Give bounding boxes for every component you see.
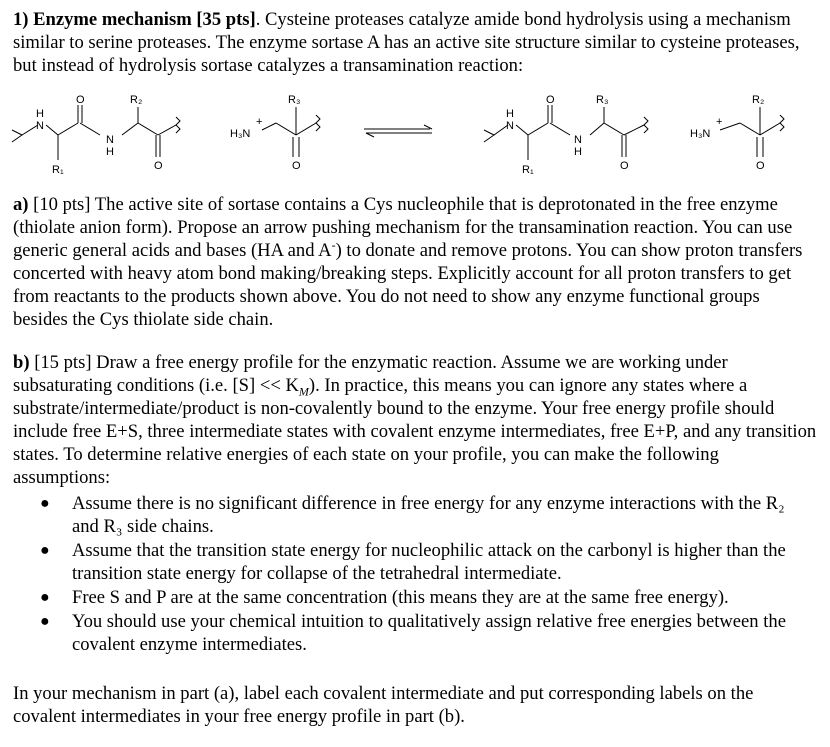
problem-heading: 1) Enzyme mechanism [35 pts]: [13, 9, 256, 30]
scheme-h-2: H: [106, 146, 114, 158]
part-a-label: a): [13, 194, 29, 215]
part-a-text: [10 pts] The active site of sortase contains a Cys nucleophile that is deprotonated in the free enzyme (thiolate anion form). Propose an arrow pushing mechanism for the transamination reaction. You can use generic general acids and bases (HA and A: [13, 194, 793, 261]
assumption-text: Assume there is no significant difference in free energy for any enzyme interactions with the R₂ and R₃ side chains.: [72, 493, 785, 537]
scheme-n-2: N: [106, 134, 114, 146]
closing-paragraph: In your mechanism in part (a), label each covalent intermediate and put corresponding labels on the covalent intermediates in your free energy profile in part (b).: [13, 683, 754, 727]
assumptions-list: [40, 492, 815, 657]
part-a-text-2: ) to donate and remove protons. You can show proton transfers concerted with heavy atom bond making/breaking steps. Explicitly account for all proton transfers to get from reactants to the products shown above. You do not need to show any enzyme functional groups besides the Cys thiolate side chain.: [13, 240, 803, 330]
bullet-icon: ●: [40, 495, 50, 512]
scheme-o-5: O: [620, 160, 629, 172]
scheme-r3-left: R₃: [288, 94, 301, 106]
part-b-paragraph: [13, 351, 818, 489]
part-a-paragraph: [13, 193, 818, 331]
bullet-icon: ●: [40, 542, 50, 559]
scheme-o-1: O: [76, 94, 85, 106]
assumption-text: Assume that the transition state energy for nucleophilic attack on the carbonyl is higher than the transition state energy for collapse of the tetrahedral intermediate.: [72, 540, 786, 584]
scheme-h3n-right: H₃N: [690, 128, 711, 140]
scheme-r1-right: R₁: [522, 164, 534, 176]
assumption-text: Free S and P are at the same concentration (this means they are at the same free energy).: [72, 587, 729, 608]
scheme-r2-right: R₂: [752, 94, 765, 106]
intro-paragraph: [13, 8, 818, 77]
scheme-o-2: O: [154, 160, 163, 172]
assumption-text: You should use your chemical intuition to qualitatively assign relative free energies between the covalent enzyme intermediates.: [72, 611, 786, 655]
bullet-icon: ●: [40, 589, 50, 606]
scheme-n-1: N: [36, 120, 44, 132]
reaction-scheme: [0, 85, 830, 190]
part-b-text-1: [15 pts] Draw a free energy profile for the enzymatic reaction. Assume we are working under subsaturating conditions (i.e. [S] << K: [13, 352, 728, 396]
scheme-r3-right: R₃: [596, 94, 609, 106]
scheme-o-4: O: [546, 94, 555, 106]
bullet-icon: ●: [40, 613, 50, 630]
scheme-h-3: H: [506, 108, 514, 120]
part-b-label: b): [13, 352, 30, 373]
km-subscript: M: [298, 384, 309, 399]
scheme-plus-right: +: [716, 116, 723, 128]
list-item: [40, 586, 815, 609]
scheme-o-6: O: [756, 160, 765, 172]
scheme-r1-left: R₁: [52, 164, 64, 176]
scheme-o-3: O: [292, 160, 301, 172]
scheme-h-4: H: [574, 146, 582, 158]
scheme-h-1: H: [36, 108, 44, 120]
list-item: [40, 492, 815, 538]
list-item: [40, 610, 815, 656]
scheme-h3n-left: H₃N: [230, 128, 251, 140]
list-item: [40, 539, 815, 585]
scheme-plus-left: +: [256, 116, 263, 128]
part-a-superscript: -: [331, 237, 336, 252]
wavy-bond-left: [12, 130, 22, 142]
scheme-n-4: N: [574, 134, 582, 146]
part-b-text-2: ). In practice, this means you can ignore any states where a substrate/intermediate/product is non-covalently bound to the enzyme. Your free energy profile should include free E+S, three intermediate states with covalent enzyme intermediates, free E+P, and any transition states. To determine relative energies of each state on your profile, you can make the following assumptions:: [13, 375, 817, 488]
scheme-r2-left: R₂: [130, 94, 143, 106]
intro-text: . Cysteine proteases catalyze amide bond hydrolysis using a mechanism similar to serine proteases. The enzyme sortase A has an active site structure similar to cysteine proteases, but instead of hydrolysis sortase catalyzes a transamination reaction:: [13, 9, 800, 76]
scheme-n-3: N: [506, 120, 514, 132]
